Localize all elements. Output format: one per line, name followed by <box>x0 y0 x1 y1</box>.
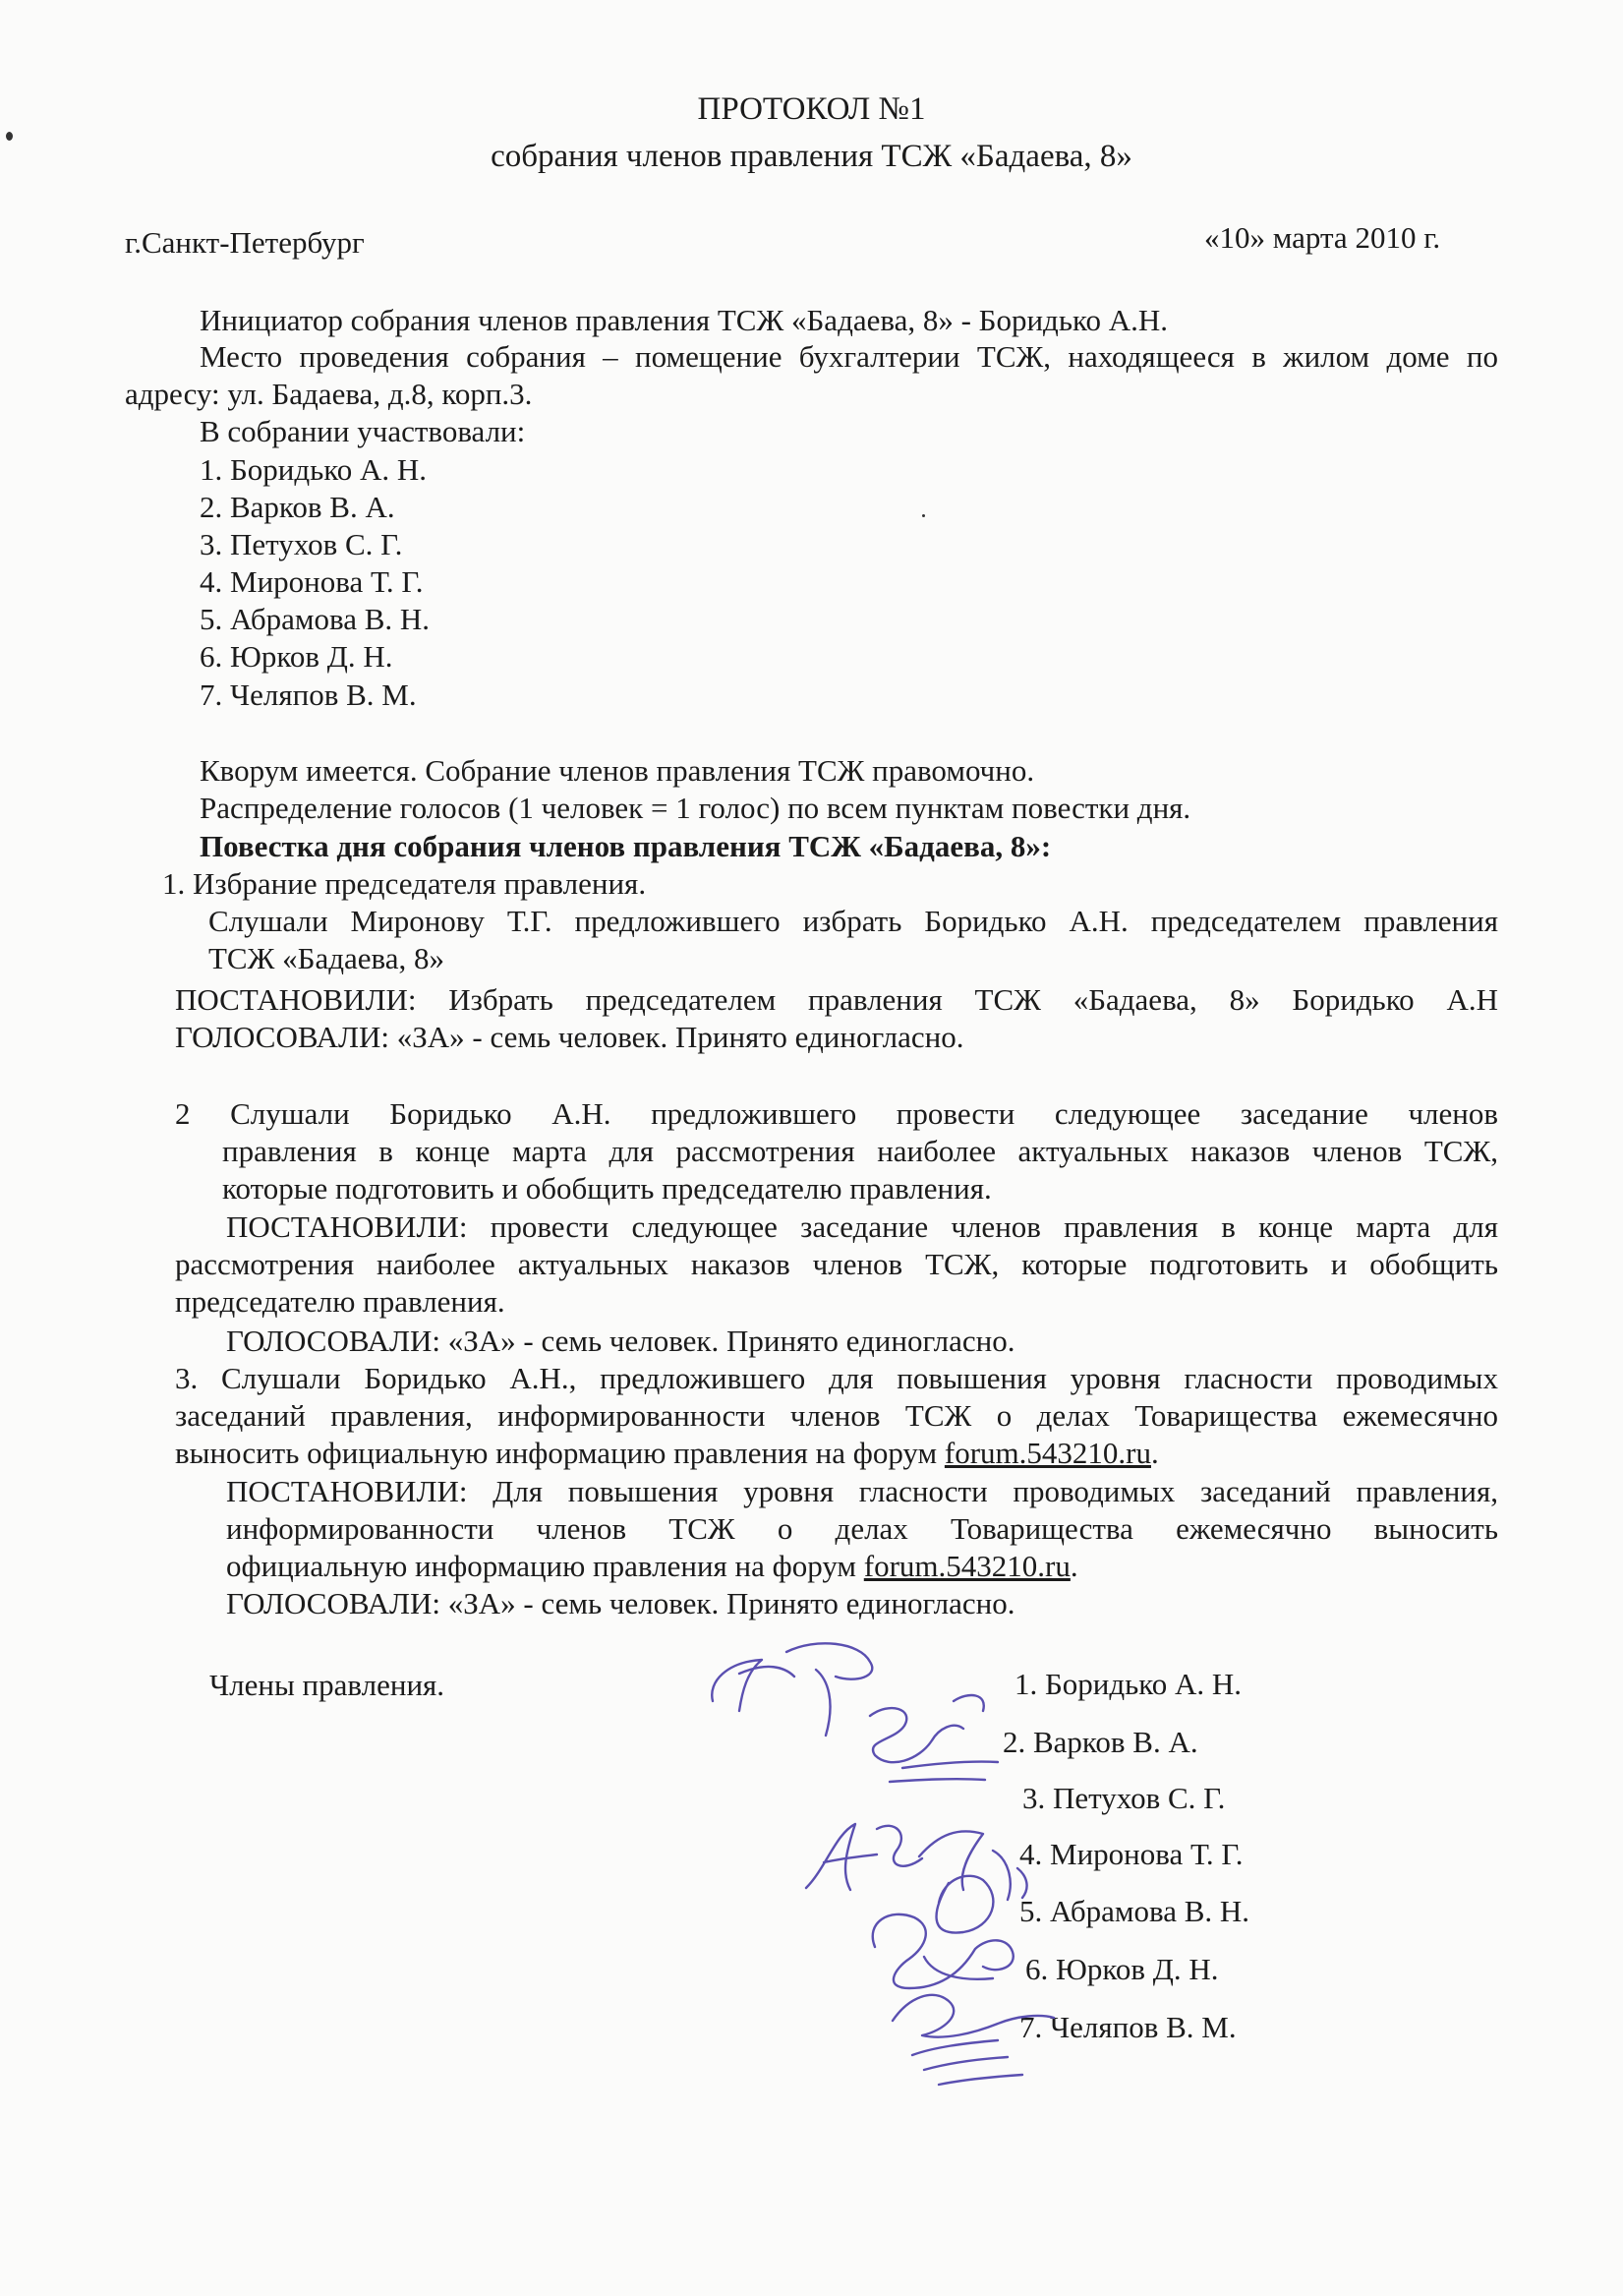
signature-4 <box>919 1831 1027 1932</box>
forum-link[interactable]: forum.543210.ru <box>863 1549 1071 1583</box>
item3-resolved-text: официальную информацию правления на форум <box>226 1549 864 1583</box>
handwritten-signatures <box>668 1622 1081 2094</box>
item2-heard-line1: 2 Слушали Боридько А.Н. предложившего провести следующее заседание членов <box>175 1096 1498 1131</box>
list-item: 4. Миронова Т. Г. <box>1019 1837 1244 1871</box>
item1-heard-line1: Слушали Миронову Т.Г. предложившего избрать Боридько А.Н. председателем правления <box>208 904 1498 938</box>
list-item: 2. Варков В. А. <box>200 490 395 524</box>
signature-3 <box>806 1824 922 1890</box>
list-item: 5. Абрамова В. Н. <box>1019 1894 1250 1928</box>
item3-heard-line3 <box>175 1435 1159 1472</box>
agenda-heading: Повестка дня собрания членов правления ТСЖ «Бадаева, 8»: <box>200 829 1052 863</box>
list-item: 3. Петухов С. Г. <box>1022 1781 1226 1815</box>
votes-distribution-line: Распределение голосов (1 человек = 1 голос) по всем пунктам повестки дня. <box>200 791 1191 825</box>
list-item: 7. Челяпов В. М. <box>200 677 417 712</box>
forum-link[interactable]: forum.543210.ru <box>944 1436 1151 1470</box>
item2-resolved-line1: ПОСТАНОВИЛИ: провести следующее заседание членов правления в конце марта для <box>226 1209 1498 1244</box>
item2-heard-line3: которые подготовить и обобщить председателю правления. <box>222 1171 992 1206</box>
item2-resolved-line2: рассмотрения наиболее актуальных наказов членов ТСЖ, которые подготовить и обобщить <box>175 1247 1498 1281</box>
item3-heard-line1: 3. Слушали Боридько А.Н., предложившего для повышения уровня гласности проводимых <box>175 1361 1498 1395</box>
item3-resolved-line1: ПОСТАНОВИЛИ: Для повышения уровня гласности проводимых заседаний правления, <box>226 1474 1498 1508</box>
scan-speck <box>922 514 925 517</box>
item3-resolved-line2: информированности членов ТСЖ о делах Товарищества ежемесячно выносить <box>226 1511 1498 1546</box>
item1-resolved: ПОСТАНОВИЛИ: Избрать председателем правления ТСЖ «Бадаева, 8» Боридько А.Н <box>175 982 1498 1017</box>
list-item: 6. Юрков Д. Н. <box>1025 1952 1219 1986</box>
item1-voted: ГОЛОСОВАЛИ: «ЗА» - семь человек. Принято единогласно. <box>175 1020 964 1054</box>
signature-2 <box>870 1695 998 1782</box>
list-item: 5. Абрамова В. Н. <box>200 602 431 636</box>
item2-heard-line2: правления в конце марта для рассмотрения наиболее актуальных наказов членов ТСЖ, <box>222 1134 1498 1168</box>
item3-voted: ГОЛОСОВАЛИ: «ЗА» - семь человек. Принято единогласно. <box>226 1586 1015 1620</box>
item2-voted: ГОЛОСОВАЛИ: «ЗА» - семь человек. Принято единогласно. <box>226 1324 1015 1358</box>
item1-heard-line2: ТСЖ «Бадаева, 8» <box>208 941 444 975</box>
item3-heard-end: . <box>1150 1436 1159 1470</box>
participants-heading: В собрании участвовали: <box>200 414 526 448</box>
signature-6 <box>893 1995 1054 2085</box>
quorum-line: Кворум имеется. Собрание членов правления ТСЖ правомочно. <box>200 753 1035 788</box>
meeting-place-address: адресу: ул. Бадаева, д.8, корп.3. <box>125 377 533 411</box>
document-title: ПРОТОКОЛ №1 <box>697 91 926 127</box>
list-item: 6. Юрков Д. Н. <box>200 639 393 674</box>
list-item: 1. Боридько А. Н. <box>1014 1667 1243 1701</box>
item3-resolved-line3 <box>226 1548 1078 1585</box>
item3-heard-text: выносить официальную информацию правления на форум <box>175 1436 945 1470</box>
item1-title: 1. Избрание председателя правления. <box>162 866 647 901</box>
signature-5 <box>873 1914 1014 1988</box>
board-members-label: Члены правления. <box>209 1668 445 1702</box>
item3-heard-line2: заседаний правления, информированности членов ТСЖ о делах Товарищества ежемесячно <box>175 1398 1498 1433</box>
item2-resolved-line3: председателю правления. <box>175 1284 505 1319</box>
date: «10» марта 2010 г. <box>1204 220 1441 255</box>
list-item: 1. Боридько А. Н. <box>200 452 428 487</box>
list-item: 2. Варков В. А. <box>1003 1725 1198 1759</box>
list-item: 4. Миронова Т. Г. <box>200 564 424 599</box>
signature-1 <box>712 1643 872 1736</box>
document-subtitle: собрания членов правления ТСЖ «Бадаева, 8» <box>491 139 1132 174</box>
initiator-line: Инициатор собрания членов правления ТСЖ «Бадаева, 8» - Боридько А.Н. <box>200 303 1168 337</box>
city: г.Санкт-Петербург <box>125 225 365 260</box>
list-item: 7. Челяпов В. М. <box>1019 2010 1237 2044</box>
meeting-place-line: Место проведения собрания – помещение бухгалтерии ТСЖ, находящееся в жилом доме по <box>200 339 1498 374</box>
item3-resolved-end: . <box>1070 1549 1078 1583</box>
list-item: 3. Петухов С. Г. <box>200 527 403 561</box>
